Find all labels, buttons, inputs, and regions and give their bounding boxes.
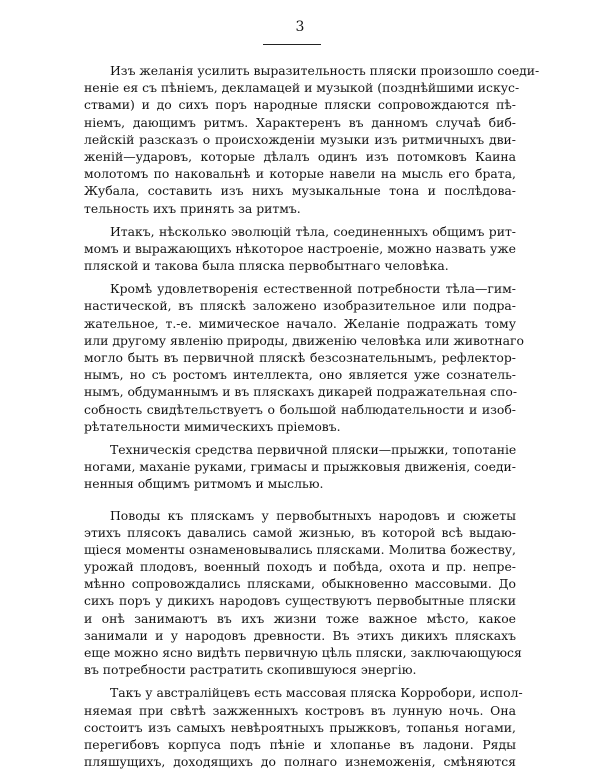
paragraph-primitive-dance bbox=[84, 223, 516, 275]
text-line: ногами, маханіе руками, гримасы и прыжковыя движенія, соеди- bbox=[84, 459, 516, 475]
text-line: Изъ желанія усилить выразительность пляски произошло соеди- bbox=[110, 63, 540, 78]
page-number: 3 bbox=[295, 19, 305, 35]
paragraph-corroboree bbox=[84, 684, 523, 770]
text-line: пляшущихъ, доходящихъ до полнаго изнеможенія, смѣняются bbox=[84, 754, 516, 770]
paragraph-mimic-origin bbox=[84, 280, 524, 435]
text-line: урожай плодовъ, военный походъ и побѣда, охота и пр. непре- bbox=[84, 559, 516, 575]
text-line: настической, въ пляскѣ заложено изобразительное или подра- bbox=[84, 298, 516, 314]
text-line: Такъ у австралійцевъ есть массовая пляска Корробори, испол- bbox=[110, 685, 523, 701]
text-line: Техническія средства первичной пляски—прыжки, топотаніе bbox=[110, 441, 517, 457]
text-line: перегибовъ корпуса подъ пѣніе и хлопанье въ ладони. Ряды bbox=[84, 736, 516, 752]
text-line: сихъ поръ у дикихъ народовъ существуютъ первобытные пляски bbox=[84, 593, 516, 609]
text-line: ненныя общимъ ритмомъ и мыслью. bbox=[84, 476, 324, 492]
text-line: тельность ихъ принять за ритмъ. bbox=[84, 200, 301, 216]
text-line: рѣтательности мимическихъ пріемовъ. bbox=[84, 418, 341, 434]
paragraph-occasions-for-dance bbox=[84, 507, 522, 679]
text-line: Жубала, составить изъ нихъ музыкальные тона и послѣдова- bbox=[84, 183, 516, 199]
text-line: нымъ, обдуманнымъ и въ пляскахъ дикарей подражательная спо- bbox=[84, 384, 518, 400]
text-line: состоитъ изъ самыхъ невѣроятныхъ прыжковъ, топанья ногами, bbox=[84, 719, 516, 735]
text-line: въ потребности растратить скопившуюся энергію. bbox=[84, 662, 417, 678]
body-text bbox=[84, 62, 540, 770]
text-line: Кромѣ удовлетворенія естественной потребности тѣла—гим- bbox=[110, 281, 516, 297]
text-line: и онѣ занимаютъ въ ихъ жизни тоже важное мѣсто, какое bbox=[84, 610, 516, 626]
text-line: ніемъ, дающимъ ритмъ. Характеренъ въ данномъ случаѣ биб- bbox=[84, 114, 516, 130]
text-line: нымъ, но съ ростомъ интеллекта, оно является уже сознатель- bbox=[84, 367, 516, 383]
text-line: ствами) и до сихъ поръ народные пляски сопровождаются пѣ- bbox=[84, 97, 516, 113]
text-line: молотомъ по наковальнѣ и которые навели на мысль его брата, bbox=[84, 166, 516, 182]
text-line: собность свидѣтельствуетъ о большой наблюдательности и изоб- bbox=[84, 401, 516, 417]
paragraph-technical-means bbox=[84, 441, 516, 493]
paragraph-desire-for-expressiveness bbox=[84, 62, 540, 217]
text-line: занимали и у народовъ древности. Въ этихъ дикихъ пляскахъ bbox=[84, 627, 516, 643]
text-line: могло быть въ первичной пляскѣ безсознательнымъ, рефлектор- bbox=[84, 350, 516, 365]
text-line: лейскій разсказъ о происхожденіи музыки изъ ритмичныхъ дви- bbox=[84, 131, 516, 147]
text-line: момъ и выражающихъ нѣкоторое настроеніе, можно назвать уже bbox=[84, 240, 516, 256]
text-line: неніе ея съ пѣніемъ, декламацей и музыкой (позднѣйшими искус- bbox=[84, 80, 520, 96]
text-line: этихъ плясокъ давались самой жизнью, въ которой всѣ выдаю- bbox=[84, 524, 516, 540]
text-line: женій—ударовъ, которые дѣлалъ одинъ изъ потомковъ Каина bbox=[84, 148, 516, 164]
text-line: мѣнно сопровождались плясками, обыкновенно массовыми. До bbox=[84, 576, 516, 592]
text-line: Поводы къ пляскамъ у первобытныхъ народовъ и сюжеты bbox=[110, 507, 516, 523]
page-number-underline bbox=[263, 44, 321, 45]
text-line: пляской и такова была пляска первобытнаго человѣка. bbox=[84, 258, 449, 274]
text-line: Итакъ, нѣсколько эволюцій тѣла, соединенныхъ общимъ рит- bbox=[110, 223, 516, 239]
text-line: еще можно ясно видѣть первичную цѣль пляски, заключающуюся bbox=[84, 645, 522, 660]
text-line: жательное, т.-е. мимическое начало. Желаніе подражать тому bbox=[84, 315, 516, 331]
text-line: щіеся моменты ознаменовывались плясками. Молитва божеству, bbox=[84, 541, 516, 557]
text-line: или другому явленію природы, движенію человѣка или животнаго bbox=[84, 332, 524, 348]
text-line: няемая при свѣтѣ зажженныхъ костровъ въ лунную ночь. Она bbox=[84, 702, 516, 718]
